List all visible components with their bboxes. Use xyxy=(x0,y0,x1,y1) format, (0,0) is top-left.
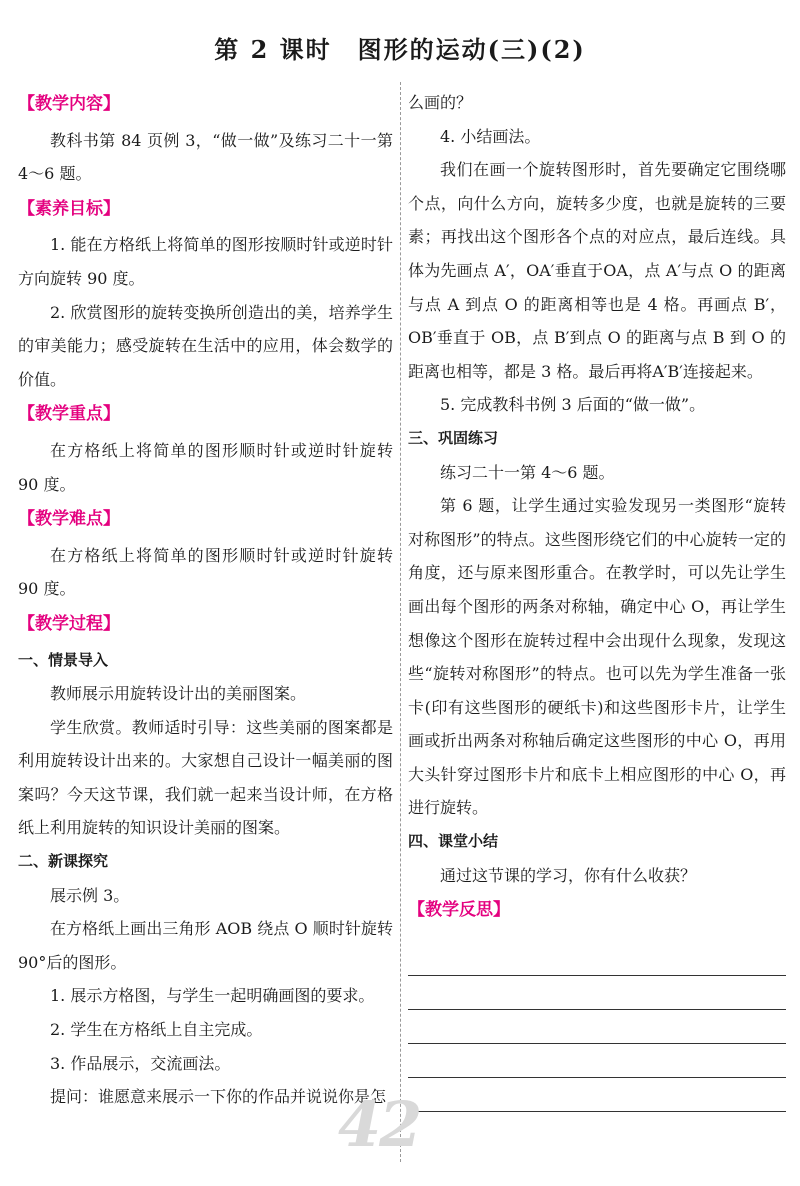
process-heading: 【教学过程】 xyxy=(18,613,120,634)
column-divider xyxy=(400,82,401,1162)
section-2-para-3: 1. 展示方格图，与学生一起明确画图的要求。 xyxy=(50,986,375,1006)
do-it-item: 5. 完成教科书例 3 后面的“做一做”。 xyxy=(440,395,706,415)
reflection-heading: 【教学反思】 xyxy=(408,900,510,921)
section-1-para-1: 教师展示用旋转设计出的美丽图案。 xyxy=(50,684,307,704)
reflection-line[interactable] xyxy=(408,1078,786,1112)
left-column xyxy=(18,86,393,1114)
key-points-text: 在方格纸上将简单的图形顺时针或逆时针旋转 90 度。 xyxy=(18,440,393,494)
right-column xyxy=(408,86,786,1112)
section-2-para-1: 展示例 3。 xyxy=(50,885,130,905)
goal-1: 1. 能在方格纸上将简单的图形按顺时针或逆时针方向旋转 90 度。 xyxy=(18,235,393,288)
section-2-para-6: 提问：谁愿意来展示一下你的作品并说说你是怎 xyxy=(50,1087,387,1107)
section-3-title: 三、巩固练习 xyxy=(408,428,499,447)
section-1-para-2: 学生欣赏。教师适时引导：这些美丽的图案都是利用旋转设计出来的。大家想自己设计一幅美丽的图案吗？今天这节课，我们就一起来当设计师，在方格纸上利用旋转的知识设计美丽的图案。 xyxy=(18,717,393,838)
summary-method-item: 4. 小结画法。 xyxy=(440,126,541,146)
section-1-title: 一、情景导入 xyxy=(18,650,109,669)
reflection-line[interactable] xyxy=(408,942,786,976)
reflection-line[interactable] xyxy=(408,1010,786,1044)
key-points-heading: 【教学重点】 xyxy=(18,404,120,425)
difficulty-text: 在方格纸上将简单的图形顺时针或逆时针旋转 90 度。 xyxy=(18,545,393,599)
section-2-title: 二、新课探究 xyxy=(18,852,109,871)
section-4-title: 四、课堂小结 xyxy=(408,832,499,851)
goal-2: 2. 欣赏图形的旋转变换所创造出的美，培养学生的审美能力；感受旋转在生活中的应用，体会数学的价值。 xyxy=(18,302,393,389)
section-3-para-1: 练习二十一第 4～6 题。 xyxy=(440,462,615,482)
reflection-line[interactable] xyxy=(408,1044,786,1078)
lesson-title: 第 2 课时 图形的运动(三)(2) xyxy=(214,35,586,64)
reflection-line[interactable] xyxy=(408,976,786,1010)
continued-text: 么画的？ xyxy=(408,93,473,112)
section-3-para-2: 第 6 题，让学生通过实验发现另一类图形“旋转对称图形”的特点。这些图形绕它们的中心旋转一定的角度，还与原来图形重合。在教学时，可以先让学生画出每个图形的两条对称轴，确定中心 O，再让学生想像这个图形在旋转过程中会出现什么现象，发现这些“旋转对称图形”的特点。也可以先为学生准备一张卡(印有这些图形的硬纸卡)和这些图形卡片，让学生画或折出两条对称轴后确定这些图形的中心 O，再用大头针穿过图形卡片和底卡上相应图形的中心 O，再进行旋转。 xyxy=(408,496,786,818)
page-number: 42 xyxy=(338,1088,421,1161)
section-4-para-1: 通过这节课的学习，你有什么收获？ xyxy=(440,865,697,885)
teaching-content-heading: 【教学内容】 xyxy=(18,94,120,114)
teaching-content-text: 教科书第 84 页例 3，“做一做”及练习二十一第 4～6 题。 xyxy=(18,130,393,184)
section-2-para-5: 3. 作品展示，交流画法。 xyxy=(50,1053,231,1073)
section-2-para-2: 在方格纸上画出三角形 AOB 绕点 O 顺时针旋转 90°后的图形。 xyxy=(18,919,393,972)
difficulty-heading: 【教学难点】 xyxy=(18,509,120,530)
goals-heading: 【素养目标】 xyxy=(18,198,120,219)
reflection-lines xyxy=(408,942,786,1112)
section-2-para-4: 2. 学生在方格纸上自主完成。 xyxy=(50,1020,263,1040)
summary-method-text: 我们在画一个旋转图形时，首先要确定它围绕哪个点，向什么方向，旋转多少度，也就是旋转的三要素；再找出这个图形各个点的对应点，最后连线。具体为先画点 A′，OA′垂直于OA，点 A′与点 O 的距离与点 A 到点 O 的距离相等也是 4 格。再画点 B′，OB′垂直于 OB，点 B′到点 O 的距离与点 B 到 O 的距离也相等，都是 3 格。最后再将A′B′连接起来。 xyxy=(408,160,786,381)
